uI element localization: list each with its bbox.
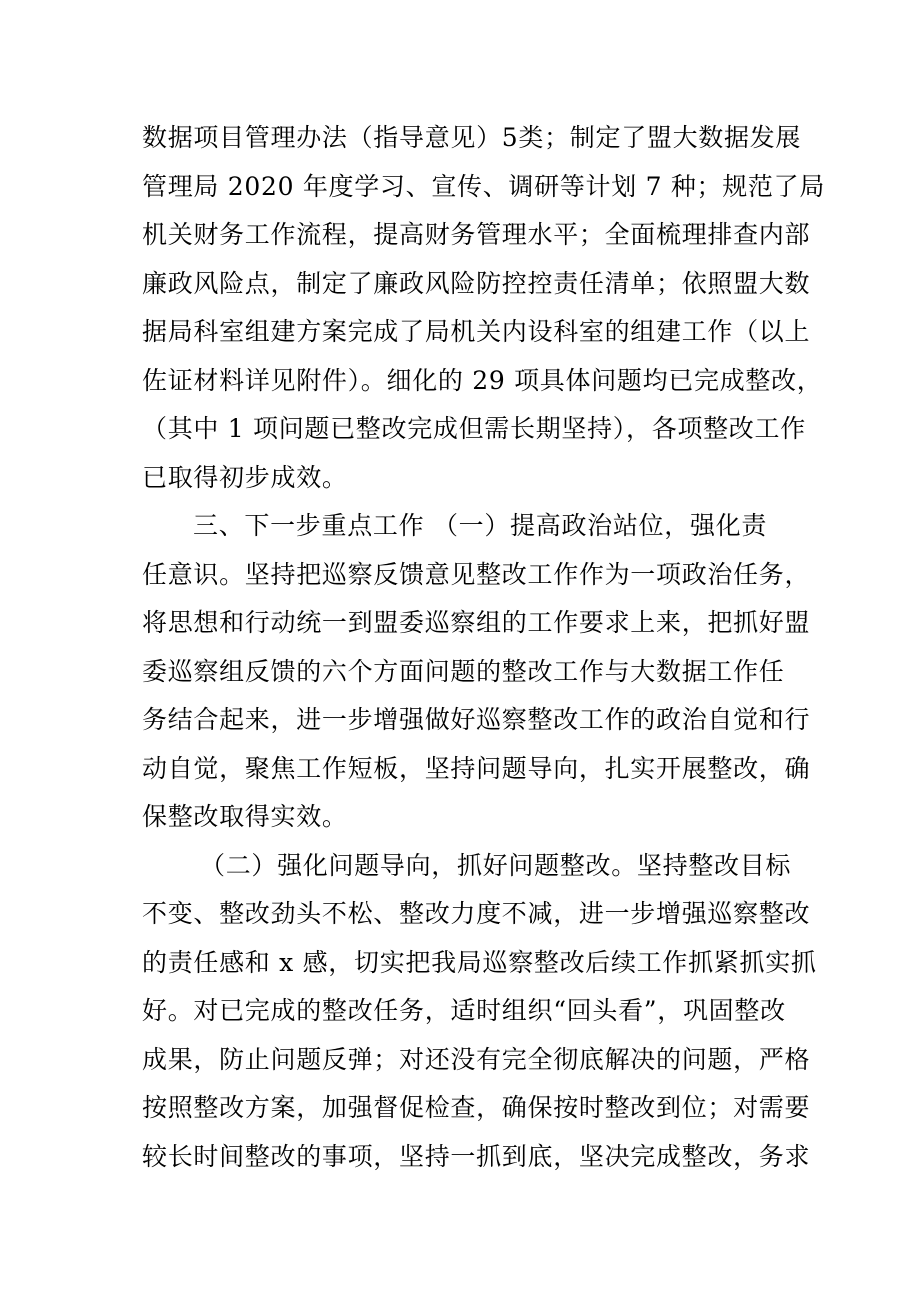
text-line-3: 机关财务工作流程，提高财务管理水平；全面梳理排查内部 [142, 220, 811, 249]
text-line-6: 佐证材料详见附件）。细化的 29 项具体问题均已完成整改， [142, 365, 823, 395]
text-line-22: 较长时间整改的事项，坚持一抓到底，坚决完成整改，务求 [142, 1141, 811, 1171]
text-line-1: 数据项目管理办法（指导意见）5类；制定了盟大数据发展 [142, 123, 802, 152]
text-line-14: 动自觉，聚焦工作短板，坚持问题导向，扎实开展整改，确 [142, 753, 811, 783]
text-line-5: 据局科室组建方案完成了局机关内设科室的组建工作（以上 [142, 317, 811, 346]
text-line-11: 将思想和行动统一到盟委巡察组的工作要求上来，把抓好盟 [142, 608, 811, 637]
text-line-18: 的责任感和 x 感，切实把我局巡察整改后续工作抓紧抓实抓 [142, 947, 817, 977]
text-line-20: 成果，防止问题反弹；对还没有完全彻底解决的问题，严格 [142, 1044, 811, 1074]
text-line-7: （其中 1 项问题已整改完成但需长期坚持），各项整改工作 [142, 414, 806, 443]
document-body [142, 114, 826, 1181]
text-line-19: 好。对已完成的整改任务，适时组织“回头看”，巩固整改 [142, 996, 786, 1025]
text-line-13: 务结合起来，进一步增强做好巡察整改工作的政治自觉和行 [142, 705, 811, 734]
text-line-17: 不变、整改劲头不松、整改力度不减，进一步增强巡察整改 [142, 899, 811, 928]
subsection-heading-line: （二）强化问题导向，抓好问题整改。坚持整改目标 [200, 850, 792, 880]
text-line-8: 已取得初步成效。 [142, 462, 348, 492]
text-line-2: 管理局 2020 年度学习、宣传、调研等计划 7 种；规范了局 [142, 171, 826, 201]
text-line-15: 保整改取得实效。 [142, 802, 348, 831]
text-line-4: 廉政风险点，制定了廉政风险防控控责任清单；依照盟大数 [142, 268, 811, 298]
section-heading-line: 三、下一步重点工作 （一）提高政治站位，强化责 [193, 511, 768, 540]
text-line-21: 按照整改方案，加强督促检查，确保按时整改到位；对需要 [142, 1093, 811, 1122]
text-line-12: 委巡察组反馈的六个方面问题的整改工作与大数据工作任 [142, 656, 785, 686]
text-line-10: 任意识。坚持把巡察反馈意见整改工作作为一项政治任务， [142, 559, 811, 589]
